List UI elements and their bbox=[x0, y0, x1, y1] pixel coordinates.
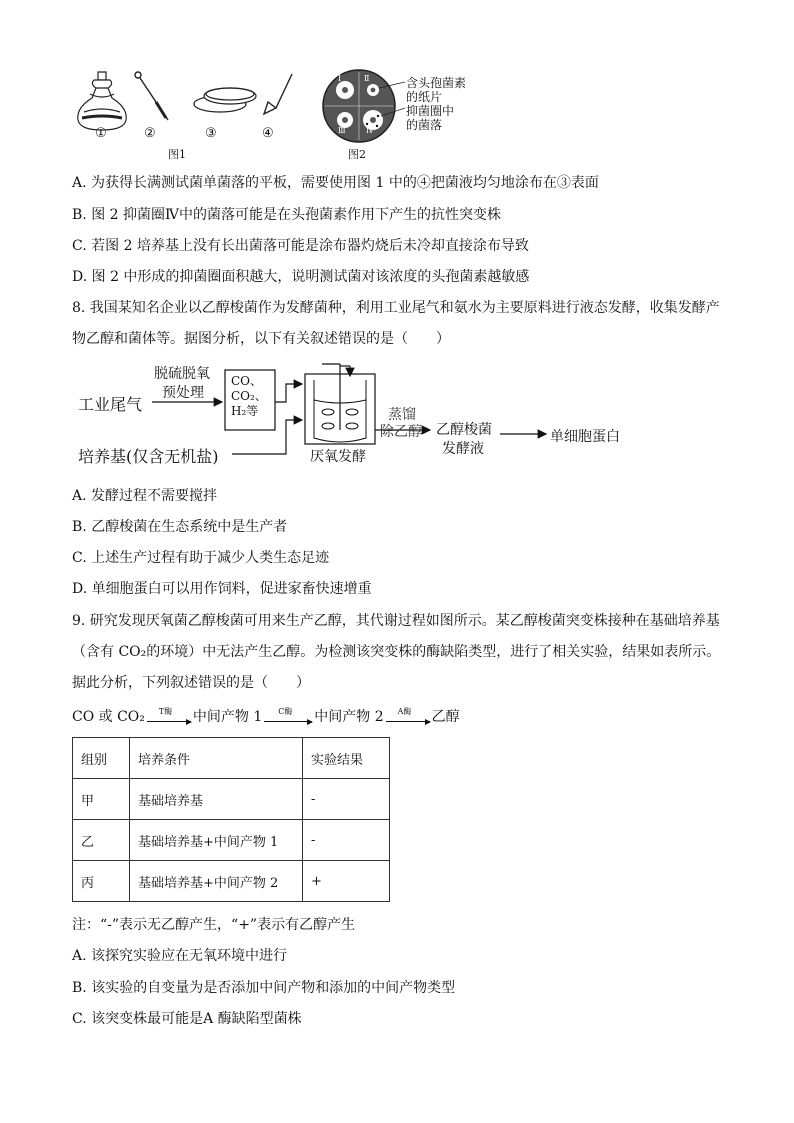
pathway-start: CO 或 CO₂ bbox=[72, 709, 145, 725]
q8-distill-label-1: 蒸馏 bbox=[388, 407, 416, 423]
inoculating-loop-icon bbox=[135, 72, 168, 120]
q8-product-label: 单细胞蛋白 bbox=[550, 429, 620, 445]
table-header: 实验结果 bbox=[303, 738, 390, 779]
table-cell: + bbox=[303, 861, 390, 902]
table-header-row bbox=[73, 738, 390, 779]
pathway-arrow-3 bbox=[386, 708, 430, 726]
table-cell: 基础培养基 bbox=[130, 779, 303, 820]
q8-gas-co: CO、 bbox=[231, 374, 263, 388]
q9-option-a: A. 该探究实验应在无氧环境中进行 bbox=[72, 948, 288, 964]
q9-result-table bbox=[72, 737, 390, 902]
fig2-label-4: 的菌落 bbox=[406, 118, 443, 132]
pathway-mid-2: 中间产物 2 bbox=[314, 709, 384, 725]
q8-option-b: B. 乙醇梭菌在生态系统中是生产者 bbox=[72, 519, 288, 535]
arrow-head-icon bbox=[186, 719, 192, 725]
table-cell: 甲 bbox=[73, 779, 130, 820]
pathway-enzyme-2: C酶 bbox=[278, 707, 293, 716]
table-row bbox=[73, 820, 390, 861]
spreader-icon bbox=[264, 74, 292, 114]
fig2-label-1: 含头孢菌素 bbox=[406, 76, 467, 90]
figure-2-petri-plate bbox=[315, 68, 405, 144]
table-cell: 乙 bbox=[73, 820, 130, 861]
q8-option-d: D. 单细胞蛋白可以用作饲料，促进家畜快速增重 bbox=[72, 581, 372, 597]
q9-table-note: 注：“-”表示无乙醇产生，“+”表示有乙醇产生 bbox=[72, 917, 356, 933]
q8-pretreat-label-2: 预处理 bbox=[162, 385, 204, 401]
petri-dish-icon bbox=[194, 88, 256, 112]
q8-exhaust-label: 工业尾气 bbox=[78, 395, 143, 414]
alcohol-lamp-icon bbox=[78, 72, 126, 130]
q9-pathway bbox=[72, 706, 460, 726]
q8-distill-label-2: 除乙醇 bbox=[380, 424, 422, 440]
pathway-end: 乙醇 bbox=[431, 709, 460, 725]
table-cell: 基础培养基+中间产物 1 bbox=[130, 820, 303, 861]
fig2-roman-1: Ⅰ bbox=[338, 74, 342, 83]
q8-gas-co2: CO₂、 bbox=[231, 389, 267, 403]
q9-option-b: B. 该实验的自变量为是否添加中间产物和添加的中间产物类型 bbox=[72, 980, 456, 996]
q8-broth-label-1: 乙醇梭菌 bbox=[436, 422, 492, 438]
table-cell: 基础培养基+中间产物 2 bbox=[130, 861, 303, 902]
fig2-legend bbox=[406, 76, 466, 132]
q9-stem-line2: （含有 CO₂的环境）中无法产生乙醇。为检测该突变株的酶缺陷类型，进行了相关实验，结果如表所示。 bbox=[72, 644, 721, 660]
fig2-label-3: 抑菌圈中 bbox=[406, 104, 455, 118]
q9-stem-line3: 据此分析，下列叙述错误的是（ ） bbox=[72, 675, 310, 691]
table-cell: - bbox=[303, 779, 390, 820]
pathway-mid-1: 中间产物 1 bbox=[192, 709, 263, 725]
arrow-right-icon bbox=[264, 721, 312, 722]
q8-option-c: C. 上述生产过程有助于减少人类生态足迹 bbox=[72, 550, 330, 566]
fig2-label-2: 的纸片 bbox=[406, 90, 443, 104]
fig1-label-4: ④ bbox=[262, 126, 274, 141]
q8-ferment-label: 厌氧发酵 bbox=[310, 449, 366, 465]
table-header: 组别 bbox=[73, 738, 130, 779]
pathway-enzyme-1: T酶 bbox=[158, 707, 173, 716]
arrow-head-icon bbox=[425, 719, 431, 725]
q7-option-b: B. 图 2 抑菌圈Ⅳ中的菌落可能是在头孢菌素作用下产生的抗性突变株 bbox=[72, 207, 501, 223]
pathway-arrow-1 bbox=[147, 708, 191, 726]
fig1-caption: 图1 bbox=[168, 148, 186, 161]
table-row bbox=[73, 861, 390, 902]
q8-broth-label-2: 发酵液 bbox=[442, 441, 484, 457]
q9-option-c: C. 该突变株最可能是A 酶缺陷型菌株 bbox=[72, 1011, 302, 1027]
fig2-roman-2: Ⅱ bbox=[364, 74, 370, 83]
table-row bbox=[73, 779, 390, 820]
fig2-roman-3: Ⅲ bbox=[338, 126, 346, 135]
fig1-label-1: ① bbox=[95, 126, 107, 141]
arrow-head-icon bbox=[307, 719, 313, 725]
q8-stem-line2: 物乙醇和菌体等。据图分析，以下有关叙述错误的是（ ） bbox=[72, 331, 450, 347]
arrow-right-icon bbox=[147, 721, 191, 722]
q8-stem-line1: 8. 我国某知名企业以乙醇梭菌作为发酵菌种，利用工业尾气和氨水为主要原料进行液态发酵，收集发酵产 bbox=[72, 300, 720, 316]
fig1-label-3: ③ bbox=[205, 126, 217, 141]
q7-option-c: C. 若图 2 培养基上没有长出菌落可能是涂布器灼烧后未冷却直接涂布导致 bbox=[72, 238, 529, 254]
q8-pretreat-label-1: 脱硫脱氧 bbox=[154, 366, 210, 382]
q8-option-a: A. 发酵过程不需要搅拌 bbox=[72, 488, 218, 504]
q7-option-d: D. 图 2 中形成的抑菌圈面积越大，说明测试菌对该浓度的头孢菌素越敏感 bbox=[72, 269, 530, 285]
q9-stem-line1: 9. 研究发现厌氧菌乙醇梭菌可用来生产乙醇，其代谢过程如图所示。某乙醇梭菌突变株接种在基础培养基 bbox=[72, 613, 720, 629]
fig2-roman-4: Ⅳ bbox=[366, 126, 374, 135]
pathway-enzyme-3: A酶 bbox=[397, 707, 412, 716]
pathway-arrow-2 bbox=[264, 708, 312, 726]
table-header: 培养条件 bbox=[130, 738, 303, 779]
q8-gas-h2: H₂等 bbox=[231, 404, 259, 418]
table-cell: - bbox=[303, 820, 390, 861]
table-cell: 丙 bbox=[73, 861, 130, 902]
arrow-right-icon bbox=[386, 721, 430, 722]
fig2-caption: 图2 bbox=[348, 148, 366, 161]
q8-medium-label: 培养基(仅含无机盐) bbox=[78, 447, 219, 466]
q8-gas-box bbox=[231, 374, 267, 419]
fig1-label-2: ② bbox=[144, 126, 156, 141]
q7-option-a: A. 为获得长满测试菌单菌落的平板，需要使用图 1 中的④把菌液均匀地涂布在③表面 bbox=[72, 175, 599, 191]
